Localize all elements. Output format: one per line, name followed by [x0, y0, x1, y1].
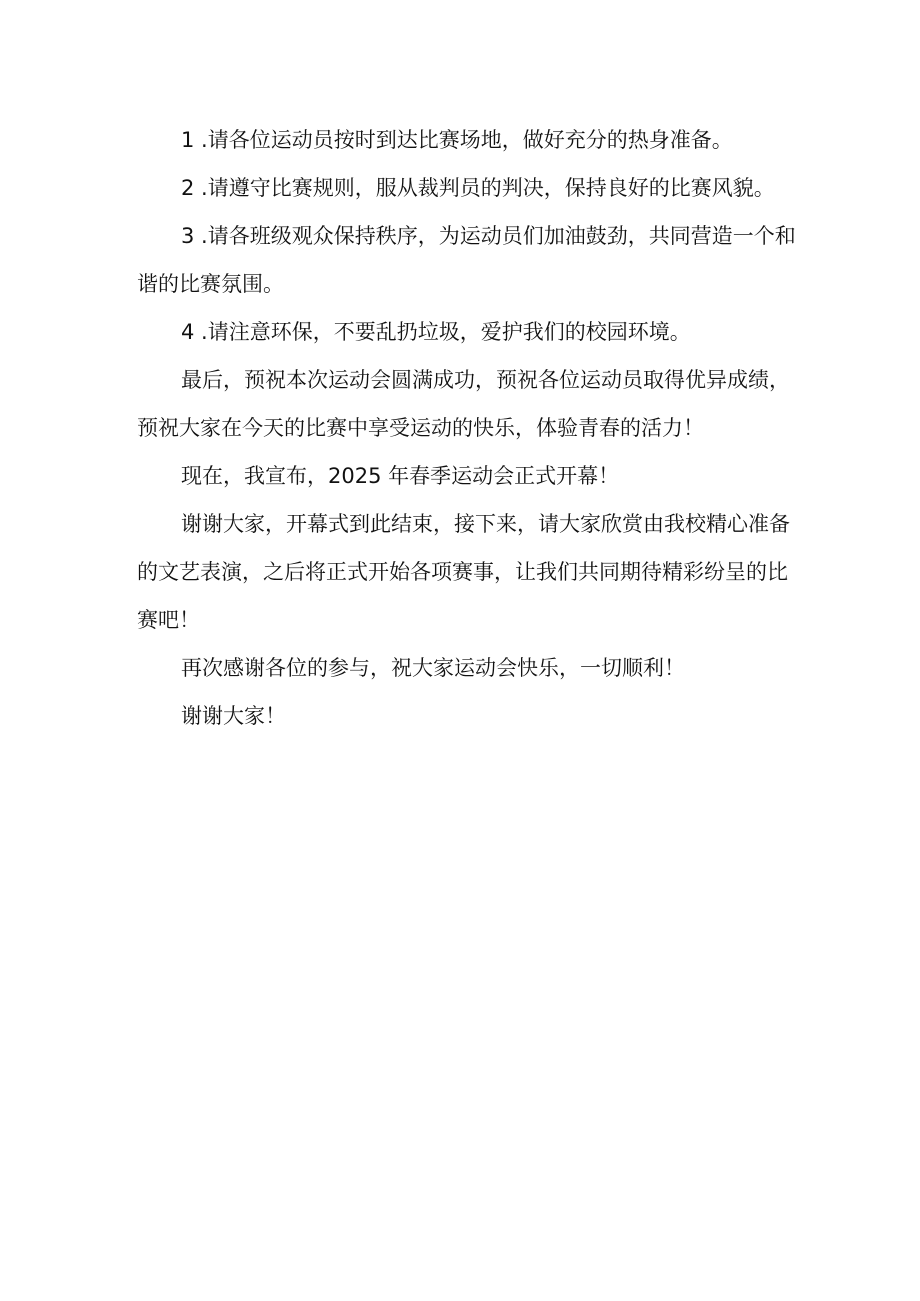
rule-item-3: 3 .请各班级观众保持秩序，为运动员们加油鼓劲，共同营造一个和谐的比赛氛围。	[137, 224, 796, 296]
rule-item-4: 4 .请注意环保，不要乱扔垃圾，爱护我们的校园环境。	[181, 320, 691, 344]
rule-item-1: 1 .请各位运动员按时到达比赛场地，做好充分的热身准备。	[181, 128, 733, 152]
rule-item-2: 2 .请遵守比赛规则，服从裁判员的判决，保持良好的比赛风貌。	[181, 176, 775, 200]
document-body	[137, 116, 797, 740]
thanks-paragraph: 再次感谢各位的参与，祝大家运动会快乐，一切顺利！	[181, 656, 685, 680]
closing-wishes-paragraph: 最后，预祝本次运动会圆满成功，预祝各位运动员取得优异成绩，预祝大家在今天的比赛中享受运动的快乐，体验青春的活力！	[137, 368, 790, 440]
ceremony-end-paragraph: 谢谢大家，开幕式到此结束，接下来，请大家欣赏由我校精心准备的文艺表演，之后将正式开始各项赛事，让我们共同期待精彩纷呈的比赛吧！	[137, 512, 790, 632]
final-thanks-paragraph: 谢谢大家！	[181, 704, 286, 728]
opening-declaration-paragraph: 现在，我宣布，2025 年春季运动会正式开幕！	[181, 464, 620, 488]
